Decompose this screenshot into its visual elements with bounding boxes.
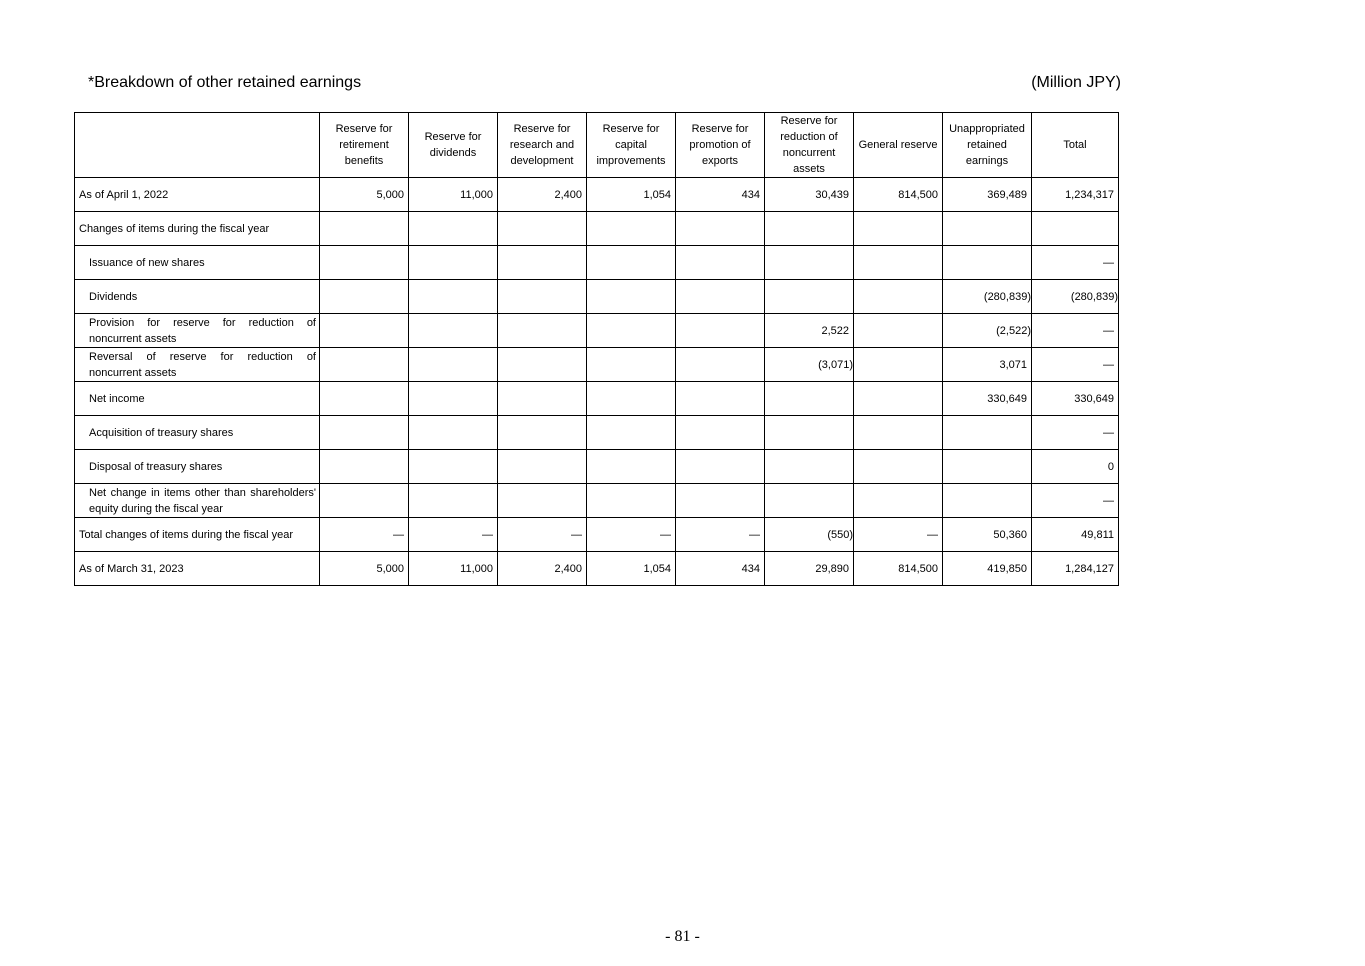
column-header: Reserve for promotion of exports	[676, 113, 765, 178]
table-cell: 814,500	[854, 552, 943, 586]
table-cell: —	[1032, 416, 1119, 450]
table-cell	[320, 280, 409, 314]
table-cell	[676, 212, 765, 246]
table-cell: 1,284,127	[1032, 552, 1119, 586]
table-cell: (2,522)	[943, 314, 1032, 348]
table-cell	[1032, 212, 1119, 246]
table-cell: 2,400	[498, 178, 587, 212]
table-cell	[320, 246, 409, 280]
table-cell	[409, 416, 498, 450]
table-cell: 1,054	[587, 552, 676, 586]
table-cell	[587, 450, 676, 484]
table-cell: 434	[676, 552, 765, 586]
table-cell	[676, 246, 765, 280]
table-cell	[409, 212, 498, 246]
table-cell	[320, 348, 409, 382]
table-cell	[943, 450, 1032, 484]
table-cell: —	[409, 518, 498, 552]
table-cell: (3,071)	[765, 348, 854, 382]
table-cell	[587, 212, 676, 246]
row-label: Total changes of items during the fiscal year	[75, 518, 320, 552]
table-header-row	[75, 113, 1119, 178]
retained-earnings-table	[74, 112, 1119, 586]
table-cell	[676, 416, 765, 450]
table-cell	[765, 246, 854, 280]
table-cell	[854, 348, 943, 382]
table-row	[75, 450, 1119, 484]
table-cell: 5,000	[320, 552, 409, 586]
column-header: Reserve for retirement benefits	[320, 113, 409, 178]
table-cell: —	[676, 518, 765, 552]
column-header: Reserve for dividends	[409, 113, 498, 178]
row-label: Provision for reserve for reduction of noncurrent assets	[75, 314, 320, 348]
table-row	[75, 178, 1119, 212]
row-label: Net change in items other than shareholders' equity during the fiscal year	[75, 484, 320, 518]
table-cell	[854, 416, 943, 450]
table-cell	[676, 484, 765, 518]
table-cell	[409, 484, 498, 518]
table-cell	[765, 212, 854, 246]
table-row	[75, 280, 1119, 314]
table-cell: 1,054	[587, 178, 676, 212]
table-cell	[409, 280, 498, 314]
table-cell	[854, 382, 943, 416]
row-label: Net income	[75, 382, 320, 416]
header-corner-cell	[75, 113, 320, 178]
table-cell	[765, 484, 854, 518]
table-cell: —	[498, 518, 587, 552]
table-cell	[676, 348, 765, 382]
table-cell	[854, 246, 943, 280]
table-cell	[409, 348, 498, 382]
table-cell: 5,000	[320, 178, 409, 212]
table-row	[75, 416, 1119, 450]
table-cell	[765, 382, 854, 416]
table-cell	[854, 484, 943, 518]
row-label: Changes of items during the fiscal year	[75, 212, 320, 246]
table-row	[75, 518, 1119, 552]
row-label: Dividends	[75, 280, 320, 314]
column-header: General reserve	[854, 113, 943, 178]
table-cell	[498, 416, 587, 450]
row-label: Disposal of treasury shares	[75, 450, 320, 484]
table-cell	[498, 246, 587, 280]
table-cell	[498, 280, 587, 314]
table-cell: (280,839)	[943, 280, 1032, 314]
table-cell: —	[1032, 484, 1119, 518]
table-cell	[854, 280, 943, 314]
table-cell	[765, 416, 854, 450]
column-header: Unappropriated retained earnings	[943, 113, 1032, 178]
table-cell	[320, 484, 409, 518]
table-cell	[587, 246, 676, 280]
table-cell: 1,234,317	[1032, 178, 1119, 212]
row-label: Issuance of new shares	[75, 246, 320, 280]
table-cell: —	[1032, 246, 1119, 280]
table-cell	[765, 280, 854, 314]
table-cell: 29,890	[765, 552, 854, 586]
table-cell	[498, 314, 587, 348]
table-row	[75, 246, 1119, 280]
table-cell	[498, 484, 587, 518]
table-cell: 50,360	[943, 518, 1032, 552]
table-cell	[498, 212, 587, 246]
table-cell: 11,000	[409, 178, 498, 212]
table-cell	[320, 416, 409, 450]
row-label: As of March 31, 2023	[75, 552, 320, 586]
table-cell: 369,489	[943, 178, 1032, 212]
table-cell: 330,649	[1032, 382, 1119, 416]
table-cell	[943, 416, 1032, 450]
page-number: - 81 -	[665, 928, 700, 945]
table-cell	[320, 450, 409, 484]
table-cell: 330,649	[943, 382, 1032, 416]
table-row	[75, 314, 1119, 348]
column-header: Reserve for reduction of noncurrent assets	[765, 113, 854, 178]
table-cell	[587, 484, 676, 518]
table-cell: 30,439	[765, 178, 854, 212]
table-cell	[498, 382, 587, 416]
table-cell	[409, 246, 498, 280]
table-cell	[943, 484, 1032, 518]
table-cell	[854, 314, 943, 348]
table-cell	[676, 314, 765, 348]
table-row	[75, 382, 1119, 416]
table-cell: (550)	[765, 518, 854, 552]
table-cell	[498, 348, 587, 382]
table-cell: 11,000	[409, 552, 498, 586]
column-header: Reserve for research and development	[498, 113, 587, 178]
table-cell	[765, 450, 854, 484]
table-cell	[320, 382, 409, 416]
table-cell	[587, 280, 676, 314]
table-cell	[943, 212, 1032, 246]
table-row	[75, 348, 1119, 382]
row-label: As of April 1, 2022	[75, 178, 320, 212]
table-cell	[409, 450, 498, 484]
table-row	[75, 212, 1119, 246]
table-cell	[854, 212, 943, 246]
table-cell: —	[1032, 348, 1119, 382]
table-cell: —	[320, 518, 409, 552]
table-cell: 3,071	[943, 348, 1032, 382]
table-cell: 814,500	[854, 178, 943, 212]
table-cell: 434	[676, 178, 765, 212]
table-cell: —	[587, 518, 676, 552]
table-cell: (280,839)	[1032, 280, 1119, 314]
table-cell	[498, 450, 587, 484]
table-cell	[676, 382, 765, 416]
table-cell	[320, 314, 409, 348]
table-cell	[587, 382, 676, 416]
column-header: Reserve for capital improvements	[587, 113, 676, 178]
page-title: *Breakdown of other retained earnings	[88, 74, 362, 91]
row-label: Acquisition of treasury shares	[75, 416, 320, 450]
table-cell: —	[1032, 314, 1119, 348]
row-label: Reversal of reserve for reduction of noncurrent assets	[75, 348, 320, 382]
table-row	[75, 552, 1119, 586]
table-cell	[587, 416, 676, 450]
table-cell: 49,811	[1032, 518, 1119, 552]
table-cell	[854, 450, 943, 484]
table-cell	[943, 246, 1032, 280]
table-cell: 2,522	[765, 314, 854, 348]
table-row	[75, 484, 1119, 518]
table-cell	[320, 212, 409, 246]
table-cell: 0	[1032, 450, 1119, 484]
table-cell: 2,400	[498, 552, 587, 586]
table-cell: —	[854, 518, 943, 552]
table-cell	[587, 348, 676, 382]
unit-label: (Million JPY)	[1031, 74, 1121, 91]
table-cell: 419,850	[943, 552, 1032, 586]
table-cell	[676, 450, 765, 484]
column-header: Total	[1032, 113, 1119, 178]
table-cell	[409, 382, 498, 416]
table-cell	[409, 314, 498, 348]
table-cell	[676, 280, 765, 314]
table-cell	[587, 314, 676, 348]
